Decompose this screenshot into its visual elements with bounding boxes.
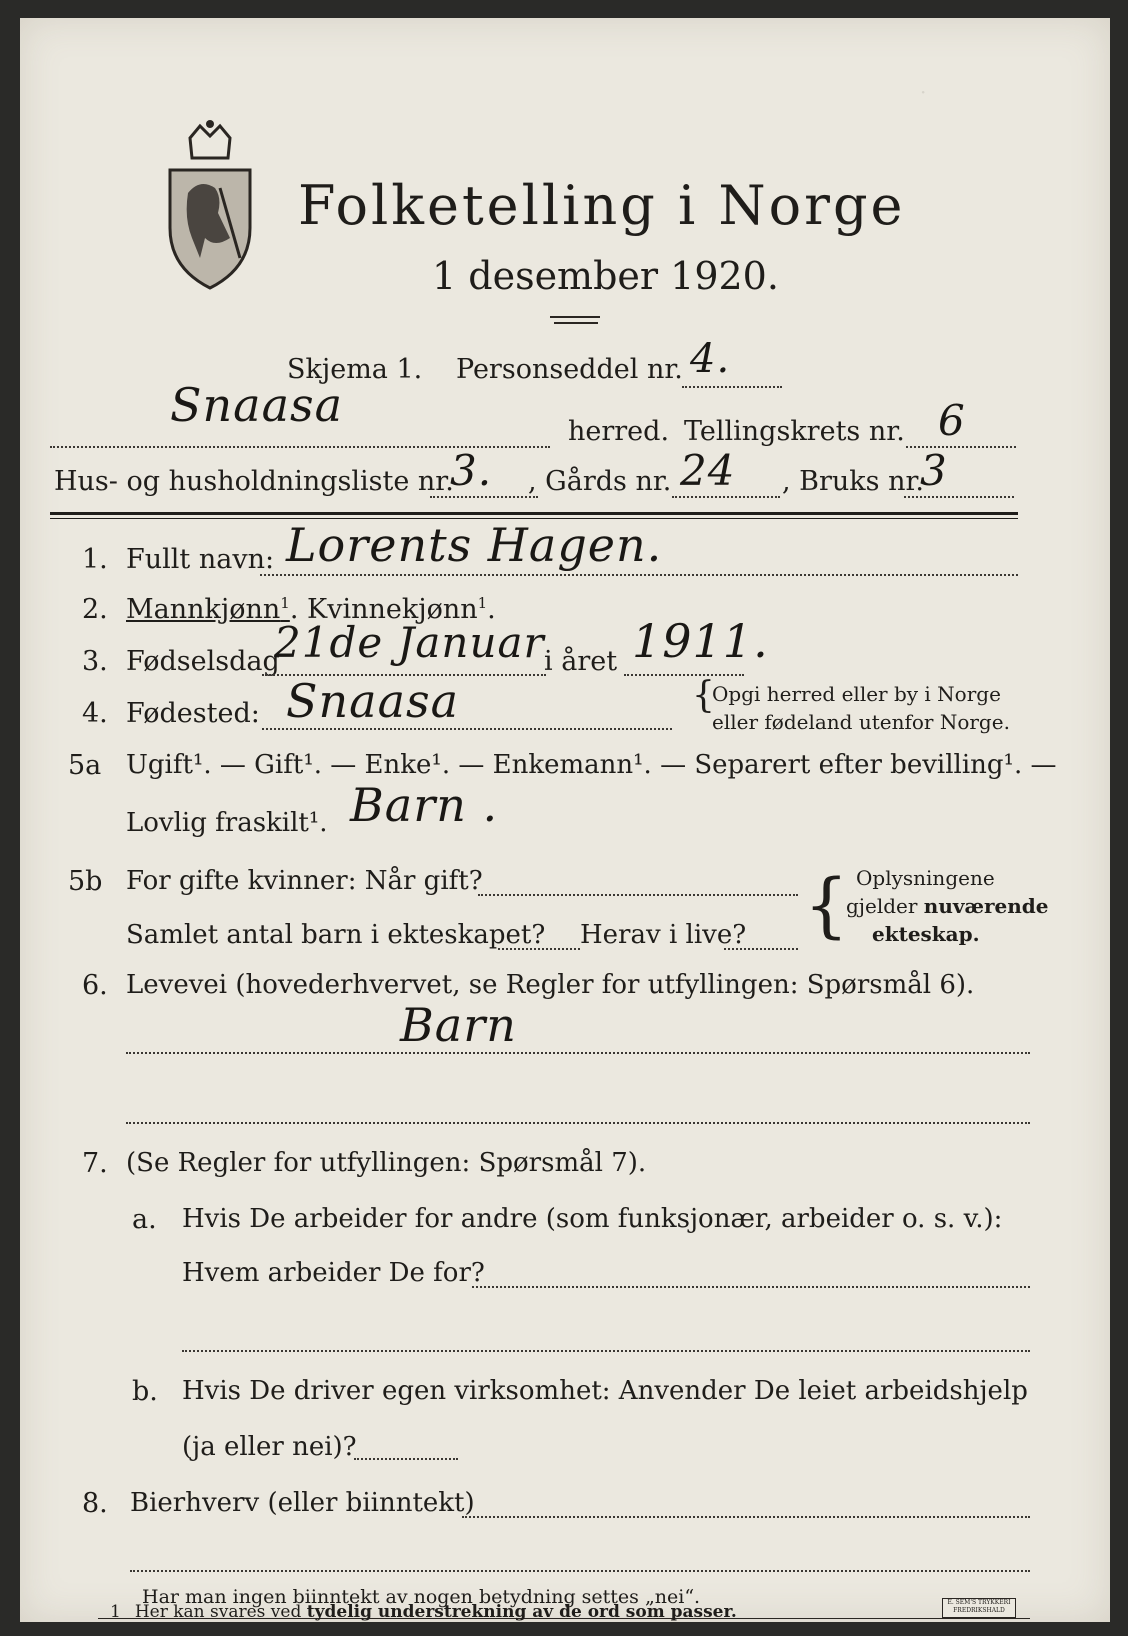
tellingskrets-label: Tellingskrets nr.	[684, 416, 905, 447]
hired-help-field[interactable]	[354, 1458, 458, 1460]
marital-status-options[interactable]: Ugift¹. — Gift¹. — Enke¹. — Enkemann¹. — Separert efter bevilling¹. —	[126, 750, 1057, 780]
q5b-brace: {	[804, 864, 849, 946]
herred-value: Snaasa	[170, 378, 344, 432]
birth-year-value: 1911.	[632, 614, 769, 668]
bruks-label: , Bruks nr.	[782, 466, 925, 497]
q7b-letter: b.	[132, 1376, 158, 1407]
q8-label: Bierhverv (eller biinntekt)	[130, 1488, 475, 1518]
q5a-number: 5a	[68, 750, 102, 781]
birthplace-value: Snaasa	[286, 674, 460, 728]
q7a-line-1: Hvis De arbeider for andre (som funksjonær, arbeider o. s. v.):	[182, 1204, 1003, 1234]
q5b-label-alive: Herav i live?	[580, 920, 747, 950]
husliste-label: Hus- og husholdningsliste nr.	[54, 466, 454, 497]
q5b-note-1: Oplysningene	[856, 866, 995, 890]
birth-year-field[interactable]	[624, 674, 744, 676]
q4-note-1: Opgi herred eller by i Norge	[712, 682, 1001, 706]
q5b-label-children: Samlet antal barn i ekteskapet?	[126, 920, 546, 950]
personseddel-field[interactable]	[682, 386, 782, 388]
census-date: 1 desember 1920.	[432, 254, 779, 298]
q4-note-2: eller fødeland utenfor Norge.	[712, 710, 1010, 734]
q7b-line-2: (ja eller nei)?	[182, 1432, 357, 1462]
children-count-field[interactable]	[498, 948, 580, 950]
marital-status-value: Barn .	[350, 778, 499, 832]
children-alive-field[interactable]	[724, 948, 798, 950]
gards-field[interactable]	[672, 496, 780, 498]
coat-of-arms-icon	[160, 118, 260, 298]
employer-field[interactable]	[472, 1286, 1030, 1288]
q5b-note-2: gjelder nuværende	[846, 894, 1049, 918]
husliste-field[interactable]	[430, 496, 538, 498]
q7a-line-2: Hvem arbeider De for?	[182, 1258, 485, 1288]
q5b-note-3: ekteskap.	[872, 922, 980, 946]
q7a-letter: a.	[132, 1204, 157, 1235]
q2-options: Mannkjønn$^1$. Kvinnekjønn$^1$.	[126, 594, 496, 625]
q8-number: 8.	[82, 1488, 108, 1519]
q4-number: 4.	[82, 698, 108, 729]
occupation-field-2[interactable]	[126, 1122, 1030, 1124]
q4-label: Fødested:	[126, 698, 260, 729]
nei-note: Har man ingen biinntekt av nogen betydning settes „nei“.	[142, 1586, 701, 1608]
q4-brace: {	[692, 675, 715, 716]
form-title: Folketelling i Norge	[298, 174, 906, 237]
personseddel-value: 4.	[690, 336, 731, 382]
date-underline	[550, 316, 600, 318]
skjema-label: Skjema 1.	[287, 354, 423, 385]
tellingskrets-value: 6	[938, 396, 966, 445]
q3-label: Fødselsdag	[126, 646, 280, 677]
q5b-number: 5b	[68, 866, 103, 897]
married-when-field[interactable]	[478, 894, 798, 896]
bruks-value: 3	[920, 446, 948, 495]
q1-number: 1.	[82, 544, 108, 575]
date-underline-2	[554, 322, 598, 324]
husliste-value: 3.	[450, 446, 493, 495]
full-name-value: Lorents Hagen.	[286, 518, 663, 572]
census-form-page	[20, 18, 1110, 1622]
q6-number: 6.	[82, 970, 108, 1001]
male-option[interactable]: Mannkjønn$^1$	[126, 594, 290, 625]
q5b-label-married: For gifte kvinner: Når gift?	[126, 866, 483, 896]
footnote: 1 Her kan svares ved tydelig understrekning av de ord som passer.	[110, 1602, 737, 1622]
side-income-field[interactable]	[462, 1516, 1030, 1518]
birthplace-field[interactable]	[262, 728, 672, 730]
q7b-line-1: Hvis De driver egen virksomhet: Anvender De leiet arbeidshjelp	[182, 1376, 1028, 1406]
divider-top	[50, 512, 1018, 515]
q6-label: Levevei (hovederhvervet, se Regler for utfyllingen: Spørsmål 6).	[126, 970, 975, 1000]
birth-day-value: 21de Januar	[274, 618, 545, 667]
female-option[interactable]: Kvinnekjønn$^1$	[307, 594, 488, 625]
full-name-field[interactable]	[260, 574, 1018, 576]
occupation-field[interactable]	[126, 1052, 1030, 1054]
q3-number: 3.	[82, 646, 108, 677]
side-income-field-2[interactable]	[130, 1570, 1030, 1572]
bruks-field[interactable]	[904, 496, 1014, 498]
printer-stamp: E. SEM'S TRYKKERI FREDRIKSHALD	[942, 1598, 1016, 1618]
herred-label: herred.	[568, 416, 670, 447]
q3-year-label: i året	[544, 646, 618, 677]
divorced-option[interactable]: Lovlig fraskilt¹.	[126, 808, 328, 838]
q2-number: 2.	[82, 594, 108, 625]
q7-number: 7.	[82, 1148, 108, 1179]
employer-field-2[interactable]	[182, 1350, 1030, 1352]
gards-label: , Gårds nr.	[528, 466, 672, 497]
bleed-through: ·	[920, 80, 927, 104]
occupation-value: Barn	[400, 998, 517, 1052]
q1-label: Fullt navn:	[126, 544, 275, 575]
q7-label: (Se Regler for utfyllingen: Spørsmål 7).	[126, 1148, 647, 1178]
personseddel-label: Personseddel nr.	[456, 354, 683, 385]
gards-value: 24	[680, 446, 736, 495]
